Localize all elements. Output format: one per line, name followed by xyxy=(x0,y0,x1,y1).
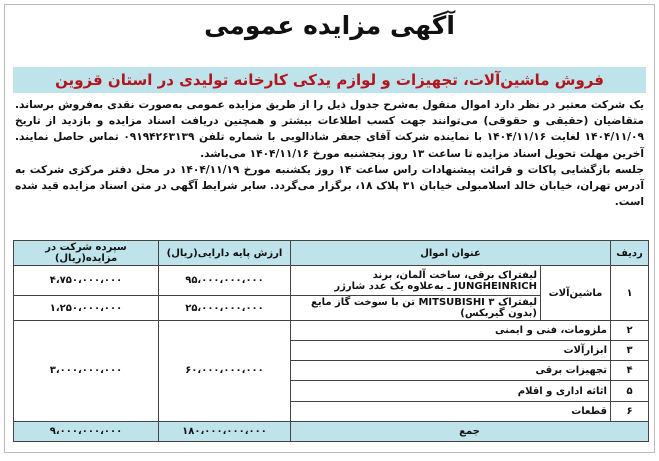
row-number: ۴ xyxy=(611,361,649,381)
notice-subtitle-banner: فروش ماشین‌آلات، تجهیزات و لوازم یدکی کارخانه تولیدی در استان قزوین xyxy=(13,67,646,93)
item-title: اثاثه اداری و اقلام xyxy=(291,381,611,401)
notice-title: آگهی مزایده عمومی xyxy=(204,11,455,40)
base-price-cell: ۲۵،۰۰۰،۰۰۰،۰۰۰ xyxy=(159,296,291,321)
notice-paragraph-1: یک شرکت معتبر در نظر دارد اموال منقول به‌شرح جدول ذیل را از طریق مزایده عمومی به‌صورت نقدی به‌فروش برساند. متقاضیان (حقیقی و حقوقی) می‌توانند جهت کسب اطلاعات بیشتر و همچنین دریافت اسناد مزایده و بازدید از تاریخ ۱۴۰۴/۱۱/۰۹ لغایت ۱۴۰۴/۱۱/۱۶ با نماینده شرکت آقای جعفر شادالوبی با شماره تلفن ۰۹۱۹۴۲۶۳۱۳۹ تماس حاصل نمایند. آخرین مهلت تحویل اسناد مزایده تا ساعت ۱۳ روز پنجشنبه مورخ ۱۴۰۴/۱۱/۱۶ می‌باشد. xyxy=(15,99,644,160)
item-title: لیفتراک MITSUBISHI ۳ تن با سوخت گاز مایع (بدون گیربکس) xyxy=(291,296,541,321)
table-header-row xyxy=(14,241,649,266)
table-row xyxy=(14,321,649,341)
header-row-number: ردیف xyxy=(611,241,649,266)
item-title: تجهیزات برقی xyxy=(291,361,611,381)
deposit-cell: ۴،۷۵۰،۰۰۰،۰۰۰ xyxy=(14,266,159,296)
header-deposit: سپرده شرکت در مزایده(ریال) xyxy=(14,241,159,266)
header-base-price: ارزش پایه دارایی(ریال) xyxy=(159,241,291,266)
item-title: ابزارآلات xyxy=(291,341,611,361)
item-title: لیفتراک برقی، ساخت آلمان، برند JUNGHEINRICH ـ به‌علاوه یک عدد شارژر xyxy=(291,266,541,296)
table-row xyxy=(14,266,649,296)
header-item-title: عنوان اموال xyxy=(291,241,611,266)
group-label-machinery: ماشین‌آلات xyxy=(541,266,611,321)
auction-notice xyxy=(4,4,655,453)
auction-items-table xyxy=(13,240,649,442)
row-number: ۱ xyxy=(611,266,649,321)
row-number: ۶ xyxy=(611,401,649,421)
notice-body xyxy=(15,97,644,210)
total-base-price: ۱۸۰،۰۰۰،۰۰۰،۰۰۰ xyxy=(159,421,291,441)
group-base-price-cell: ۶۰،۰۰۰،۰۰۰،۰۰۰ xyxy=(159,321,291,422)
row-number: ۵ xyxy=(611,381,649,401)
total-deposit: ۹،۰۰۰،۰۰۰،۰۰۰ xyxy=(14,421,159,441)
base-price-cell: ۹۵،۰۰۰،۰۰۰،۰۰۰ xyxy=(159,266,291,296)
item-title: قطعات xyxy=(291,401,611,421)
row-number: ۳ xyxy=(611,341,649,361)
deposit-cell: ۱،۲۵۰،۰۰۰،۰۰۰ xyxy=(14,296,159,321)
row-number: ۲ xyxy=(611,321,649,341)
item-title: ملزومات، فنی و ایمنی xyxy=(291,321,611,341)
table-total-row xyxy=(14,421,649,441)
notice-paragraph-2: جلسه بازگشایی پاکات و قرائت پیشنهادات راس ساعت ۱۴ روز یکشنبه مورخ ۱۴۰۴/۱۱/۱۹ در محل دفتر مرکزی شرکت به آدرس تهران، خیابان خالد اسلامبولی خیابان ۳۱ پلاک ۱۸، برگزار می‌گردد. سایر شرایط آگهی در متن اسناد مزایده قید شده است. xyxy=(15,163,644,209)
group-deposit-cell: ۳،۰۰۰،۰۰۰،۰۰۰ xyxy=(14,321,159,422)
total-label: جمع xyxy=(291,421,649,441)
